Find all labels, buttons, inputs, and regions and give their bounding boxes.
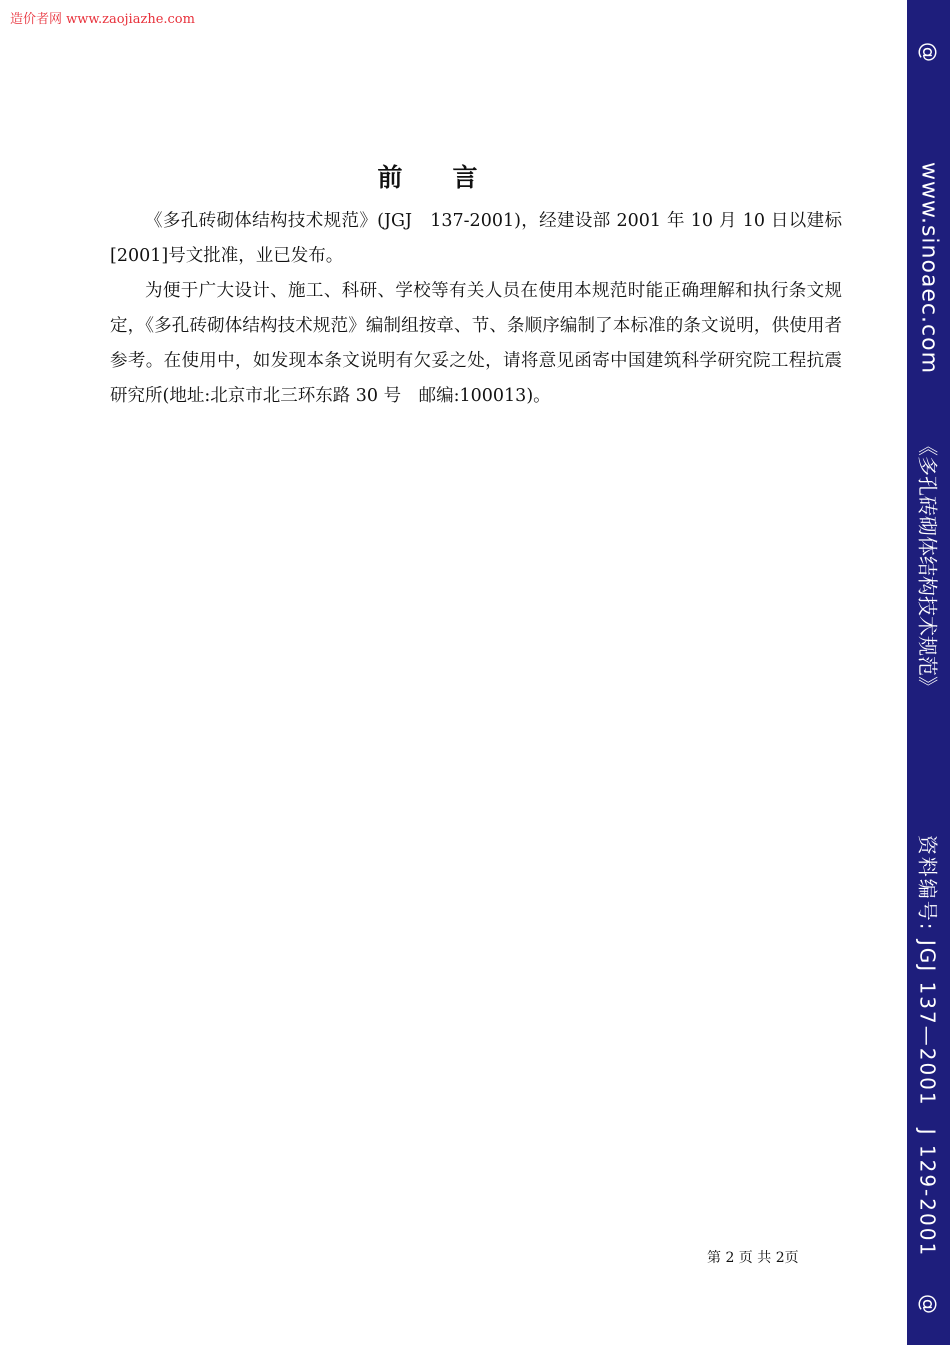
- sidebar-document-code: 资料编号: JGJ 137—2001 J 129-2001: [915, 834, 939, 1258]
- sidebar-url[interactable]: www.sinoaec.com: [916, 161, 941, 375]
- page-title: 前言: [377, 163, 528, 192]
- paragraph-approval: 《多孔砖砌体结构技术规范》(JGJ 137-2001)，经建设部 2001 年 10 月 10 日以建标[2001]号文批准，业已发布。: [110, 211, 842, 266]
- at-sign-bottom: @: [916, 1294, 941, 1314]
- sidebar-document-title: 《多孔砖砌体结构技术规范》: [915, 436, 939, 696]
- brand-sidebar: [907, 0, 950, 1345]
- page-number: 第 2 页 共 2页: [707, 1250, 799, 1266]
- body-text: [110, 204, 842, 414]
- at-sign-top: @: [916, 42, 941, 62]
- site-watermark[interactable]: 造价者网 www.zaojiazhe.com: [10, 12, 195, 27]
- paragraph-purpose: 为便于广大设计、施工、科研、学校等有关人员在使用本规范时能正确理解和执行条文规定，《多孔砖砌体结构技术规范》编制组按章、节、条顺序编制了本标准的条文说明，供使用者参考。在使用中，如发现本条文说明有欠妥之处，请将意见函寄中国建筑科学研究院工程抗震研究所(地址:北京市北三环东路 30 号 邮编:100013)。: [110, 281, 842, 406]
